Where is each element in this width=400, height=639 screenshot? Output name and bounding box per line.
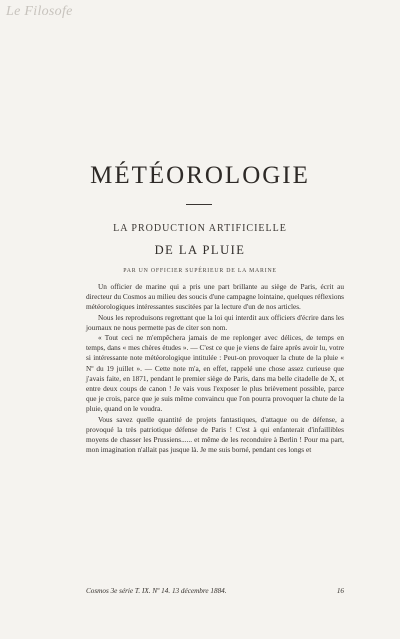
article-byline: PAR UN OFFICIER SUPÉRIEUR DE LA MARINE — [123, 268, 277, 274]
footer-signature: 16 — [336, 587, 344, 595]
paragraph: Un officier de marine qui a pris une part brillante au siège de Paris, écrit au directeur du Cosmos au milieu des soucis d'une campagne lointaine, quelques réflexions météorologiques intéressantes suscitées par la lecture d'un de nos articles. — [86, 282, 344, 312]
heading-rule — [186, 204, 212, 205]
footer-series: Cosmos 3e série T. IX. Nº 14. 13 décembre 1884. — [86, 587, 227, 595]
paragraph: « Tout ceci ne m'empêchera jamais de me replonger avec délices, de temps en temps, dans « mes chères études ». — C'est ce que je viens de faire après avoir lu, votre si intéressante note météorologique intitulée : Peut-on provoquer la chute de la pluie « Nº du 19 juillet ». — Cette note m'a, en effet, rappelé une chose assez curieuse que j'avais faite, en 1871, pendant le premier siège de Paris, dans ma belle citadelle de X, et entre deux coups de canon ! Je vais vous l'exposer le plus brièvement possible, parce que je crois, parce que je suis même convaincu que l'on pourra provoquer la chute de la pluie, quand on le voudra. — [86, 333, 344, 414]
article-title: DE LA PLUIE — [154, 243, 246, 257]
paragraph: Nous les reproduisons regrettant que la loi qui interdit aux officiers d'écrire dans les journaux ne nous permette pas de citer son nom. — [86, 312, 344, 332]
paragraph: Vous savez quelle quantité de projets fantastiques, d'attaque ou de défense, a provoqué la très patriotique défense de Paris ! C'est à qui enfanterait d'infaillibles moyens de chasser les Prussiens...... et même de les reconduire à Berlin ! Pour ma part, mon imagination n'allait pas jusque là. Je me suis borné, pendant ces longs et — [86, 414, 344, 455]
library-watermark: Le Filosofe — [6, 4, 73, 19]
article-subtitle: LA PRODUCTION ARTIFICIELLE — [113, 223, 287, 234]
section-heading: MÉTÉOROLOGIE — [90, 162, 310, 189]
article-body — [86, 282, 344, 455]
